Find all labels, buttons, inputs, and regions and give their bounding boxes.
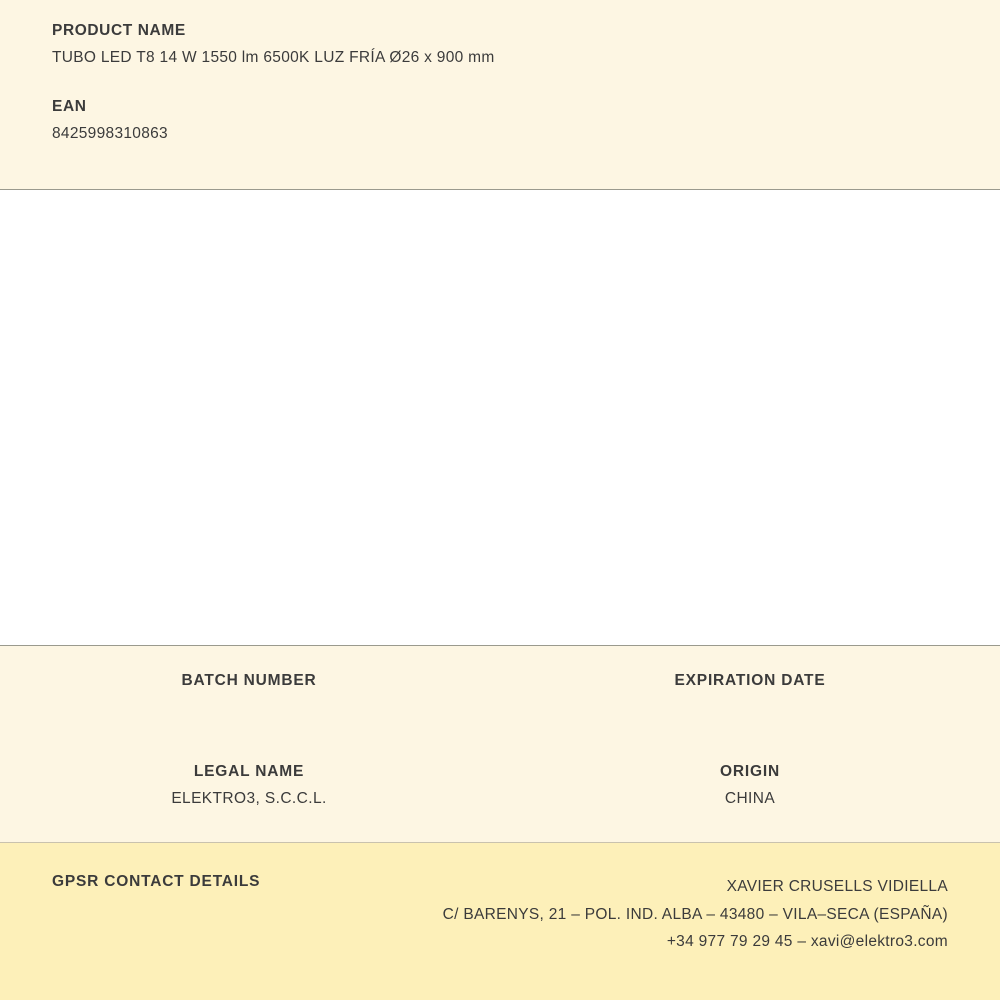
gpsr-contact-name: XAVIER CRUSELLS VIDIELLA — [726, 878, 948, 895]
batch-number-block — [0, 672, 499, 699]
product-name-value: TUBO LED T8 14 W 1550 lm 6500K LUZ FRÍA Ø26 x 900 mm — [52, 49, 495, 66]
ean-label: EAN — [52, 98, 87, 115]
origin-value: CHINA — [724, 790, 776, 807]
batch-expiration-row — [0, 646, 1000, 699]
ean-value: 8425998310863 — [52, 125, 168, 142]
ean-block — [52, 98, 948, 143]
gpsr-contact-address: C/ BARENYS, 21 – POL. IND. ALBA – 43480 – VILA–SECA (ESPAÑA) — [442, 905, 948, 923]
legal-origin-row — [0, 699, 1000, 808]
traceability-section — [0, 646, 1000, 843]
expiration-date-label: EXPIRATION DATE — [674, 672, 826, 689]
legal-name-value: ELEKTRO3, S.C.C.L. — [171, 790, 327, 807]
batch-number-label: BATCH NUMBER — [181, 672, 317, 689]
legal-name-block — [0, 763, 499, 808]
product-name-block — [52, 22, 948, 67]
origin-label: ORIGIN — [720, 763, 780, 780]
legal-name-label: LEGAL NAME — [193, 763, 305, 780]
product-info-section — [0, 0, 1000, 190]
product-image-area — [0, 190, 1000, 646]
origin-block — [500, 763, 1000, 808]
gpsr-footer — [0, 843, 1000, 1000]
gpsr-contact-title: GPSR CONTACT DETAILS — [52, 873, 261, 890]
product-name-label: PRODUCT NAME — [52, 22, 186, 39]
expiration-date-block — [500, 672, 1000, 699]
gpsr-contact-phone-email: +34 977 79 29 45 – xavi@elektro3.com — [666, 933, 948, 951]
gpsr-contact-details — [443, 873, 948, 956]
